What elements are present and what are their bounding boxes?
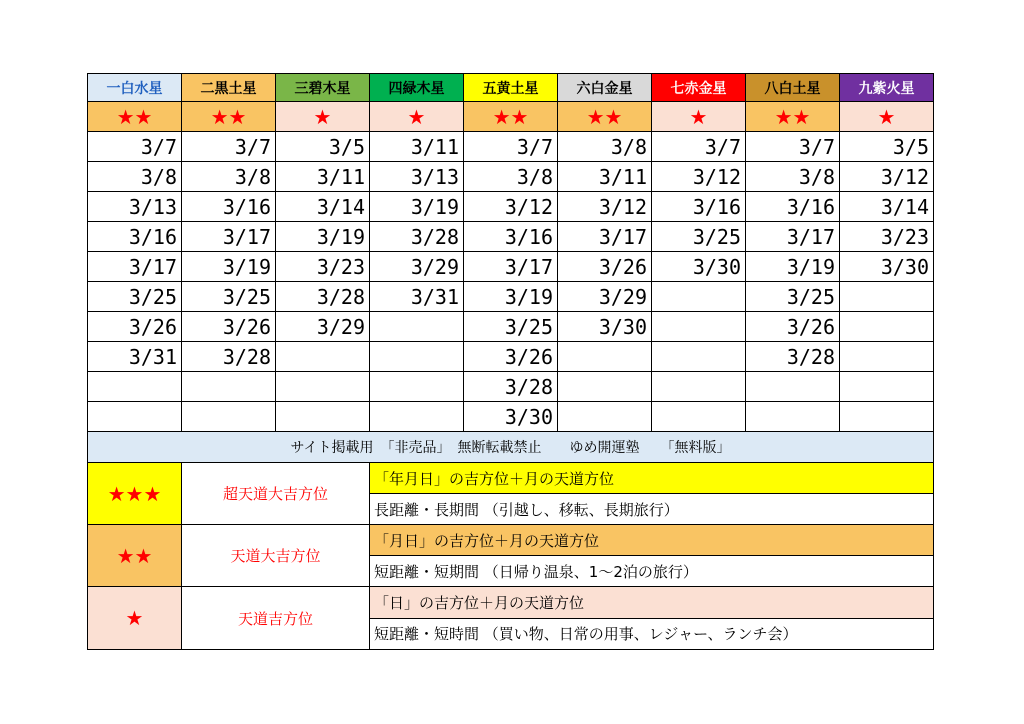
date-cell: 3/16 (652, 192, 746, 222)
legend-name: 超天道大吉方位 (182, 463, 370, 525)
date-row (88, 372, 934, 402)
empty-cell (840, 282, 934, 312)
date-cell: 3/7 (182, 132, 276, 162)
rating-cell: ★ (370, 102, 464, 132)
date-cell: 3/13 (370, 162, 464, 192)
rating-cell: ★ (276, 102, 370, 132)
empty-cell (652, 372, 746, 402)
date-cell: 3/29 (558, 282, 652, 312)
date-row (88, 402, 934, 432)
empty-cell (652, 402, 746, 432)
date-cell: 3/28 (370, 222, 464, 252)
date-cell: 3/30 (464, 402, 558, 432)
date-cell: 3/17 (746, 222, 840, 252)
rating-cell: ★★ (558, 102, 652, 132)
rating-cell: ★★ (464, 102, 558, 132)
legend-description: 「日」の吉方位＋月の天道方位 (370, 587, 934, 619)
date-cell: 3/31 (370, 282, 464, 312)
date-cell: 3/16 (182, 192, 276, 222)
date-cell: 3/28 (182, 342, 276, 372)
notice-row (88, 432, 934, 463)
empty-cell (652, 342, 746, 372)
date-row (88, 342, 934, 372)
empty-cell (840, 372, 934, 402)
date-row (88, 312, 934, 342)
empty-cell (276, 342, 370, 372)
legend-row (88, 587, 934, 619)
rating-cell: ★ (840, 102, 934, 132)
date-cell: 3/19 (276, 222, 370, 252)
date-row (88, 192, 934, 222)
rating-cell: ★★ (88, 102, 182, 132)
date-row (88, 282, 934, 312)
date-cell: 3/8 (464, 162, 558, 192)
date-cell: 3/8 (746, 162, 840, 192)
date-cell: 3/11 (370, 132, 464, 162)
date-cell: 3/12 (558, 192, 652, 222)
legend-name: 天道吉方位 (182, 587, 370, 650)
date-cell: 3/12 (840, 162, 934, 192)
date-cell: 3/29 (276, 312, 370, 342)
legend-description: 「年月日」の吉方位＋月の天道方位 (370, 463, 934, 494)
empty-cell (276, 372, 370, 402)
empty-cell (558, 402, 652, 432)
date-cell: 3/11 (276, 162, 370, 192)
legend-row (88, 525, 934, 556)
empty-cell (746, 372, 840, 402)
empty-cell (88, 402, 182, 432)
star-header-cell: 九紫火星 (840, 74, 934, 102)
date-cell: 3/12 (464, 192, 558, 222)
empty-cell (840, 402, 934, 432)
legend-name: 天道大吉方位 (182, 525, 370, 587)
date-cell: 3/19 (182, 252, 276, 282)
date-cell: 3/28 (746, 342, 840, 372)
legend-row (88, 463, 934, 494)
empty-cell (88, 372, 182, 402)
legend-detail: 短距離・短期間 （日帰り温泉、1～2泊の旅行） (370, 556, 934, 587)
date-cell: 3/28 (464, 372, 558, 402)
date-cell: 3/16 (464, 222, 558, 252)
date-cell: 3/17 (182, 222, 276, 252)
date-cell: 3/28 (276, 282, 370, 312)
star-header-cell: 七赤金星 (652, 74, 746, 102)
date-cell: 3/19 (464, 282, 558, 312)
date-cell: 3/26 (746, 312, 840, 342)
date-cell: 3/25 (464, 312, 558, 342)
date-cell: 3/26 (558, 252, 652, 282)
date-cell: 3/26 (88, 312, 182, 342)
star-header-cell: 二黒土星 (182, 74, 276, 102)
empty-cell (746, 402, 840, 432)
date-cell: 3/19 (746, 252, 840, 282)
empty-cell (182, 402, 276, 432)
empty-cell (370, 372, 464, 402)
date-cell: 3/8 (88, 162, 182, 192)
date-row (88, 162, 934, 192)
date-cell: 3/12 (652, 162, 746, 192)
date-cell: 3/31 (88, 342, 182, 372)
empty-cell (558, 372, 652, 402)
legend-stars: ★★ (88, 525, 182, 587)
date-cell: 3/13 (88, 192, 182, 222)
date-cell: 3/30 (840, 252, 934, 282)
date-cell: 3/30 (558, 312, 652, 342)
rating-row (88, 102, 934, 132)
star-header-row (88, 74, 934, 102)
legend-stars: ★★★ (88, 463, 182, 525)
date-cell: 3/5 (840, 132, 934, 162)
legend-description: 「月日」の吉方位＋月の天道方位 (370, 525, 934, 556)
date-cell: 3/7 (88, 132, 182, 162)
date-cell: 3/7 (652, 132, 746, 162)
date-cell: 3/25 (652, 222, 746, 252)
empty-cell (840, 312, 934, 342)
legend-detail: 長距離・長期間 （引越し、移転、長期旅行） (370, 494, 934, 525)
empty-cell (370, 312, 464, 342)
date-cell: 3/17 (88, 252, 182, 282)
date-cell: 3/16 (746, 192, 840, 222)
empty-cell (370, 402, 464, 432)
date-cell: 3/25 (88, 282, 182, 312)
date-cell: 3/23 (840, 222, 934, 252)
date-cell: 3/25 (182, 282, 276, 312)
date-cell: 3/8 (182, 162, 276, 192)
date-cell: 3/23 (276, 252, 370, 282)
fortune-direction-table (87, 73, 934, 650)
date-cell: 3/7 (464, 132, 558, 162)
empty-cell (182, 372, 276, 402)
empty-cell (652, 312, 746, 342)
date-cell: 3/7 (746, 132, 840, 162)
star-header-cell: 六白金星 (558, 74, 652, 102)
date-cell: 3/11 (558, 162, 652, 192)
rating-cell: ★★ (746, 102, 840, 132)
date-cell: 3/5 (276, 132, 370, 162)
date-cell: 3/14 (840, 192, 934, 222)
date-cell: 3/26 (464, 342, 558, 372)
date-cell: 3/16 (88, 222, 182, 252)
empty-cell (276, 402, 370, 432)
date-cell: 3/14 (276, 192, 370, 222)
date-cell: 3/17 (558, 222, 652, 252)
rating-cell: ★ (652, 102, 746, 132)
date-cell: 3/29 (370, 252, 464, 282)
date-cell: 3/26 (182, 312, 276, 342)
star-header-cell: 五黄土星 (464, 74, 558, 102)
empty-cell (370, 342, 464, 372)
star-header-cell: 四緑木星 (370, 74, 464, 102)
star-header-cell: 三碧木星 (276, 74, 370, 102)
date-row (88, 252, 934, 282)
legend-detail: 短距離・短時間 （買い物、日常の用事、レジャー、ランチ会） (370, 618, 934, 650)
date-cell: 3/25 (746, 282, 840, 312)
empty-cell (840, 342, 934, 372)
rating-cell: ★★ (182, 102, 276, 132)
date-cell: 3/30 (652, 252, 746, 282)
date-row (88, 222, 934, 252)
empty-cell (558, 342, 652, 372)
date-row (88, 132, 934, 162)
date-cell: 3/19 (370, 192, 464, 222)
date-cell: 3/17 (464, 252, 558, 282)
empty-cell (652, 282, 746, 312)
date-cell: 3/8 (558, 132, 652, 162)
notice-text: サイト掲載用 「非売品」 無断転載禁止 ゆめ開運塾 「無料版」 (88, 432, 934, 463)
star-header-cell: 八白土星 (746, 74, 840, 102)
legend-stars: ★ (88, 587, 182, 650)
star-header-cell: 一白水星 (88, 74, 182, 102)
